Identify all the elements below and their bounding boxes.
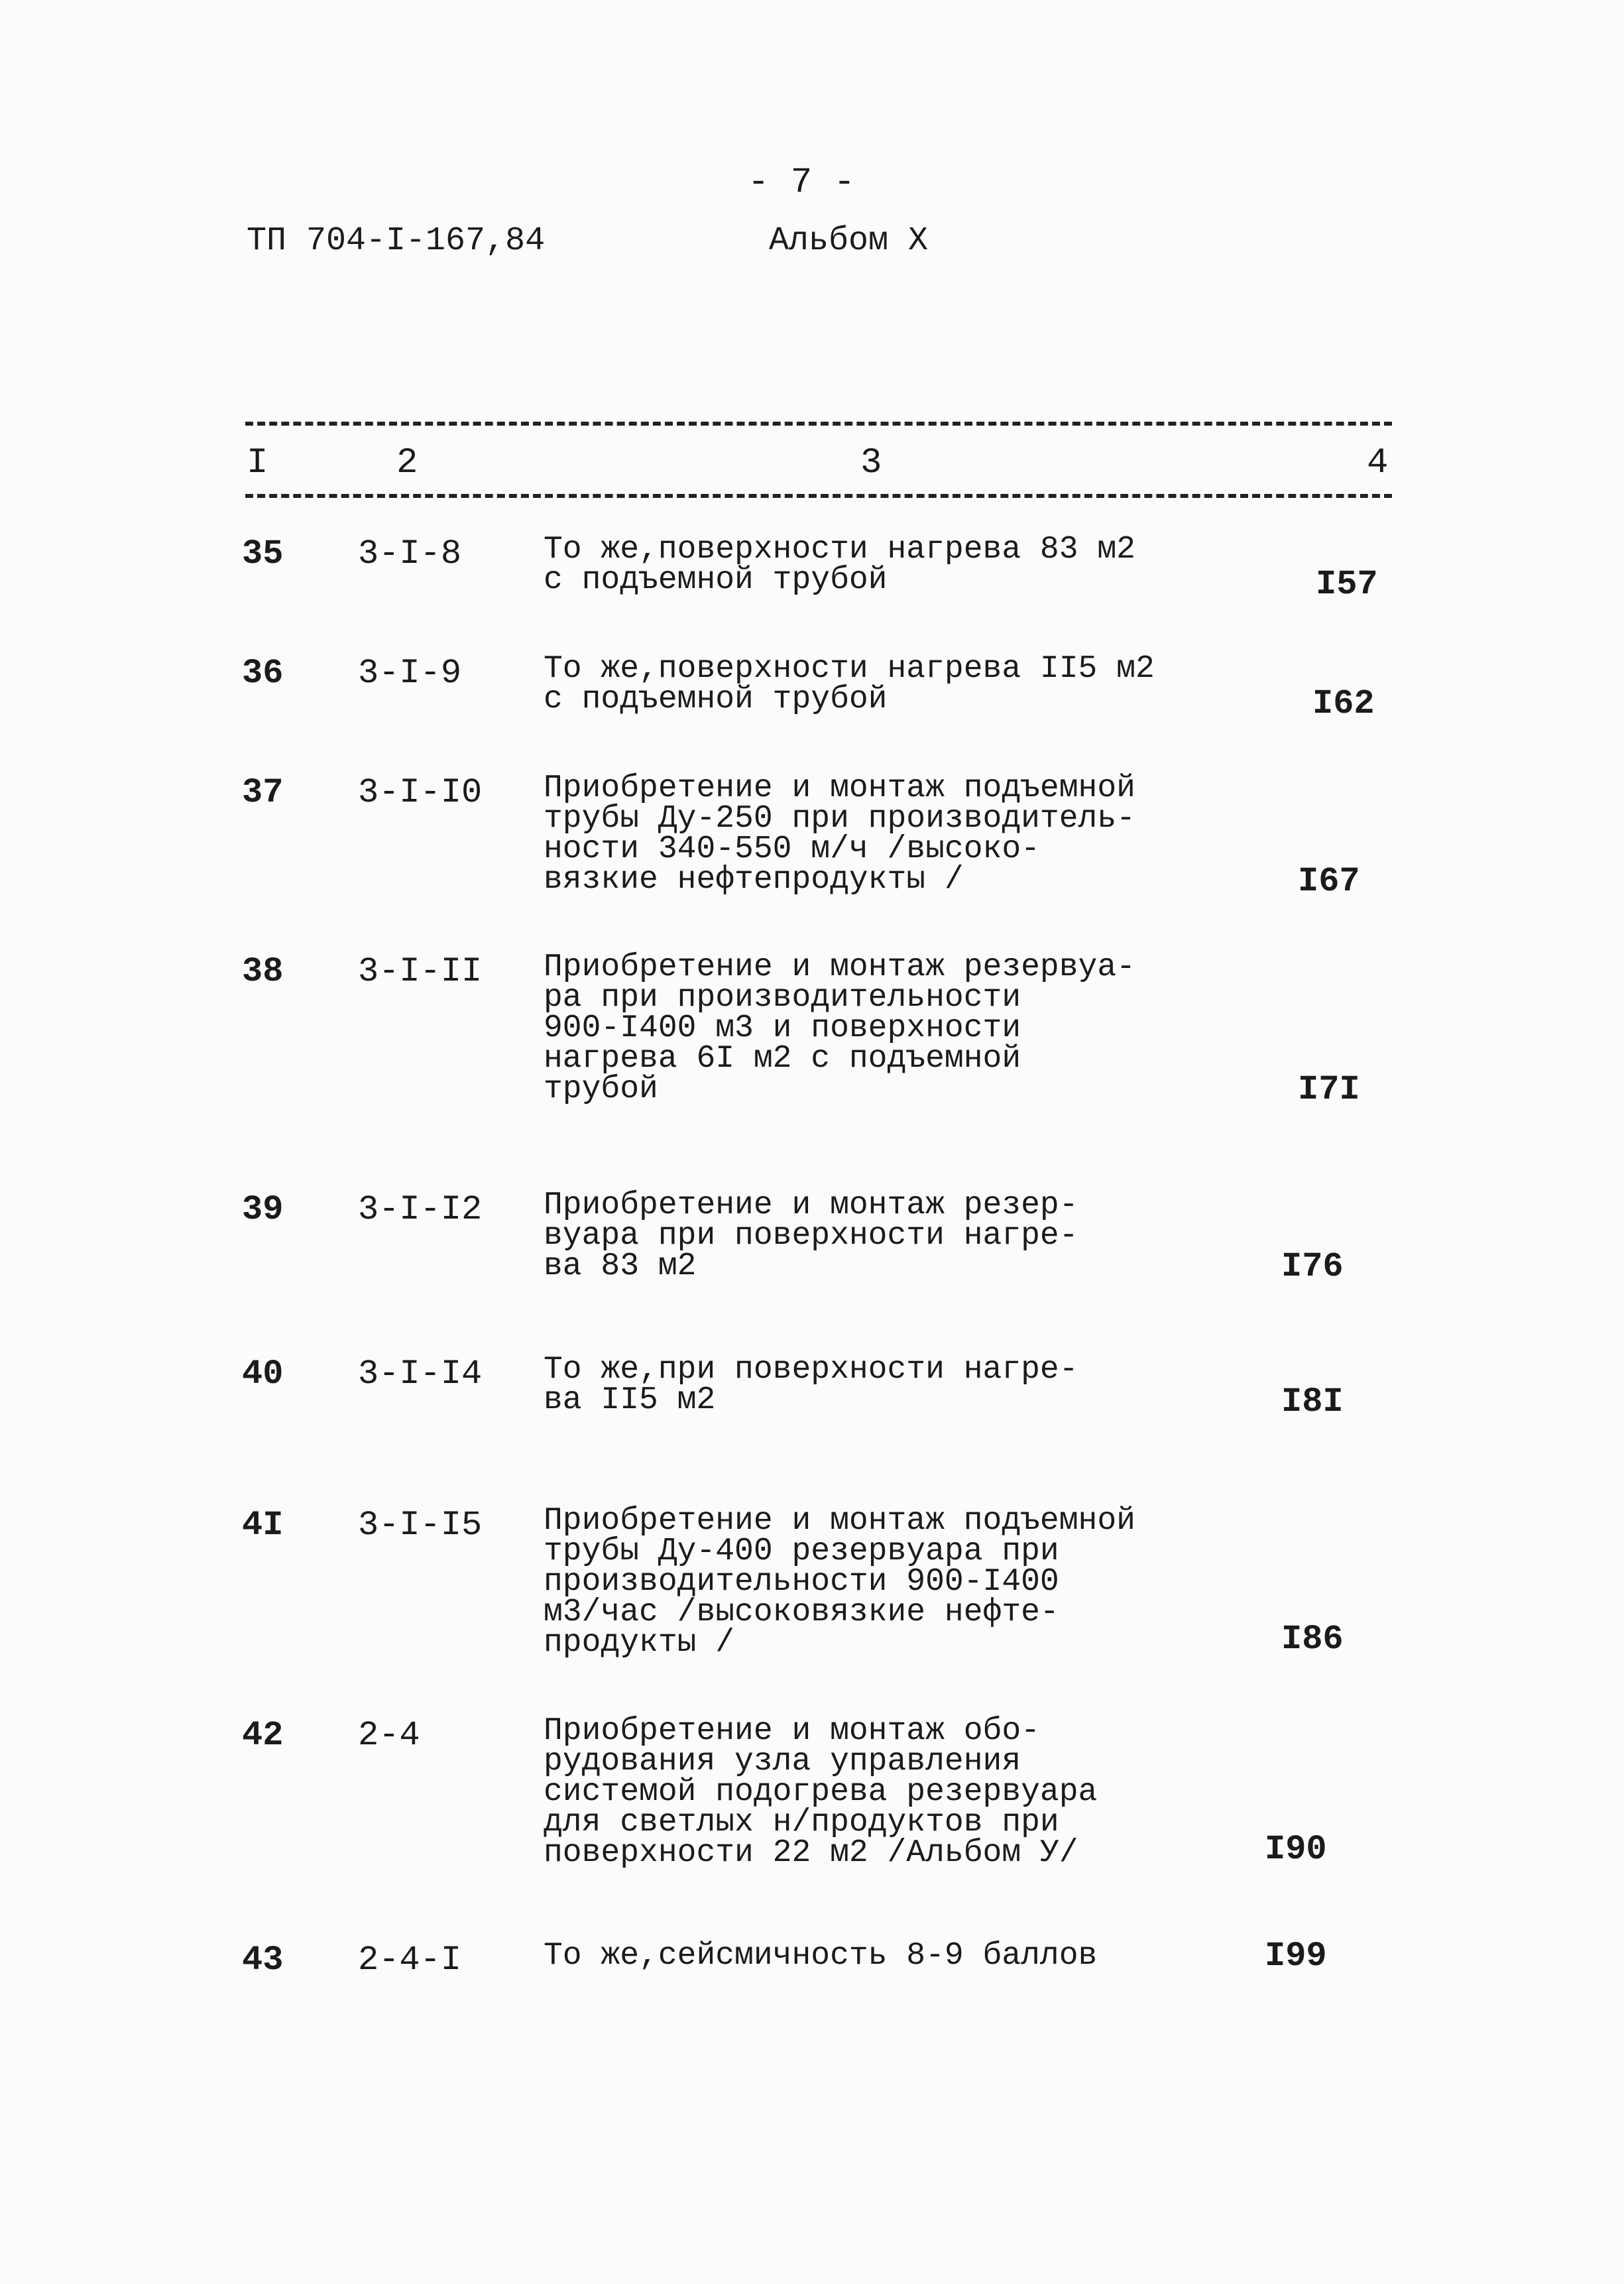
header-top-rule [245,422,1392,426]
table-row [0,770,1624,901]
row-number: 43 [242,1941,284,1980]
row-page: I62 [1312,684,1375,723]
row-page: I7I [1298,1070,1360,1109]
row-number: 36 [242,654,284,693]
table-row [0,949,1624,1109]
page-number: - 7 - [748,162,856,203]
table-row [0,1937,1624,1980]
row-code: 3-I-I0 [358,773,483,812]
row-code: 3-I-II [358,952,483,991]
row-page: I90 [1265,1830,1327,1869]
row-description: То же,поверхности нагрева 83 м2 с подъемной трубой [544,532,1135,598]
row-code: 3-I-8 [358,534,462,573]
album-label: Альбом X [769,222,929,260]
table-row [0,651,1624,723]
row-page: I8I [1281,1382,1344,1421]
table-row [0,1503,1624,1661]
row-code: 3-I-9 [358,654,462,693]
document-id: ТП 704-I-167,84 [247,222,546,260]
row-number: 37 [242,773,284,812]
row-number: 40 [242,1354,284,1394]
row-page: I76 [1281,1247,1344,1286]
row-page: I57 [1316,565,1378,604]
row-description: Приобретение и монтаж резервуа- ра при производительности 900-I400 м3 и поверхности нагрева 6I м2 с подъемной трубой [544,949,1135,1107]
row-code: 2-4 [358,1716,420,1755]
row-description: Приобретение и монтаж подъемной трубы Ду-400 резервуара при производительности 900-I400 м3/час /высоковязкие нефте- продукты / [544,1503,1135,1661]
row-code: 3-I-I2 [358,1190,483,1229]
row-description: Приобретение и монтаж обо- рудования узла управления системой подогрева резервуара для светлых н/продуктов при поверхности 22 м2 /Альбом У/ [544,1713,1098,1871]
column-header-2: 2 [396,443,418,483]
column-header-1: I [247,443,268,483]
row-number: 4I [242,1506,284,1545]
table-row [0,1352,1624,1421]
row-description: То же,при поверхности нагре- ва II5 м2 [544,1352,1078,1418]
column-header-4: 4 [1367,443,1389,483]
row-code: 3-I-I5 [358,1506,483,1545]
row-description: Приобретение и монтаж резер- вуара при поверхности нагре- ва 83 м2 [544,1187,1078,1284]
table-row [0,532,1624,604]
row-number: 42 [242,1716,284,1755]
row-number: 35 [242,534,284,573]
row-code: 3-I-I4 [358,1354,483,1394]
row-page: I67 [1298,862,1360,901]
row-description: То же,сейсмичность 8-9 баллов [544,1938,1098,1974]
row-page: I99 [1265,1937,1327,1976]
row-code: 2-4-I [358,1941,462,1980]
column-header-3: 3 [860,443,882,483]
row-description: То же,поверхности нагрева II5 м2 с подъемной трубой [544,651,1155,717]
header-bottom-rule [245,494,1392,498]
row-number: 38 [242,952,284,991]
row-number: 39 [242,1190,284,1229]
row-description: Приобретение и монтаж подъемной трубы Ду-250 при производитель- ности 340-550 м/ч /высоко- вязкие нефтепродукты / [544,770,1135,898]
table-row [0,1713,1624,1871]
row-page: I86 [1281,1620,1344,1659]
table-row [0,1187,1624,1286]
